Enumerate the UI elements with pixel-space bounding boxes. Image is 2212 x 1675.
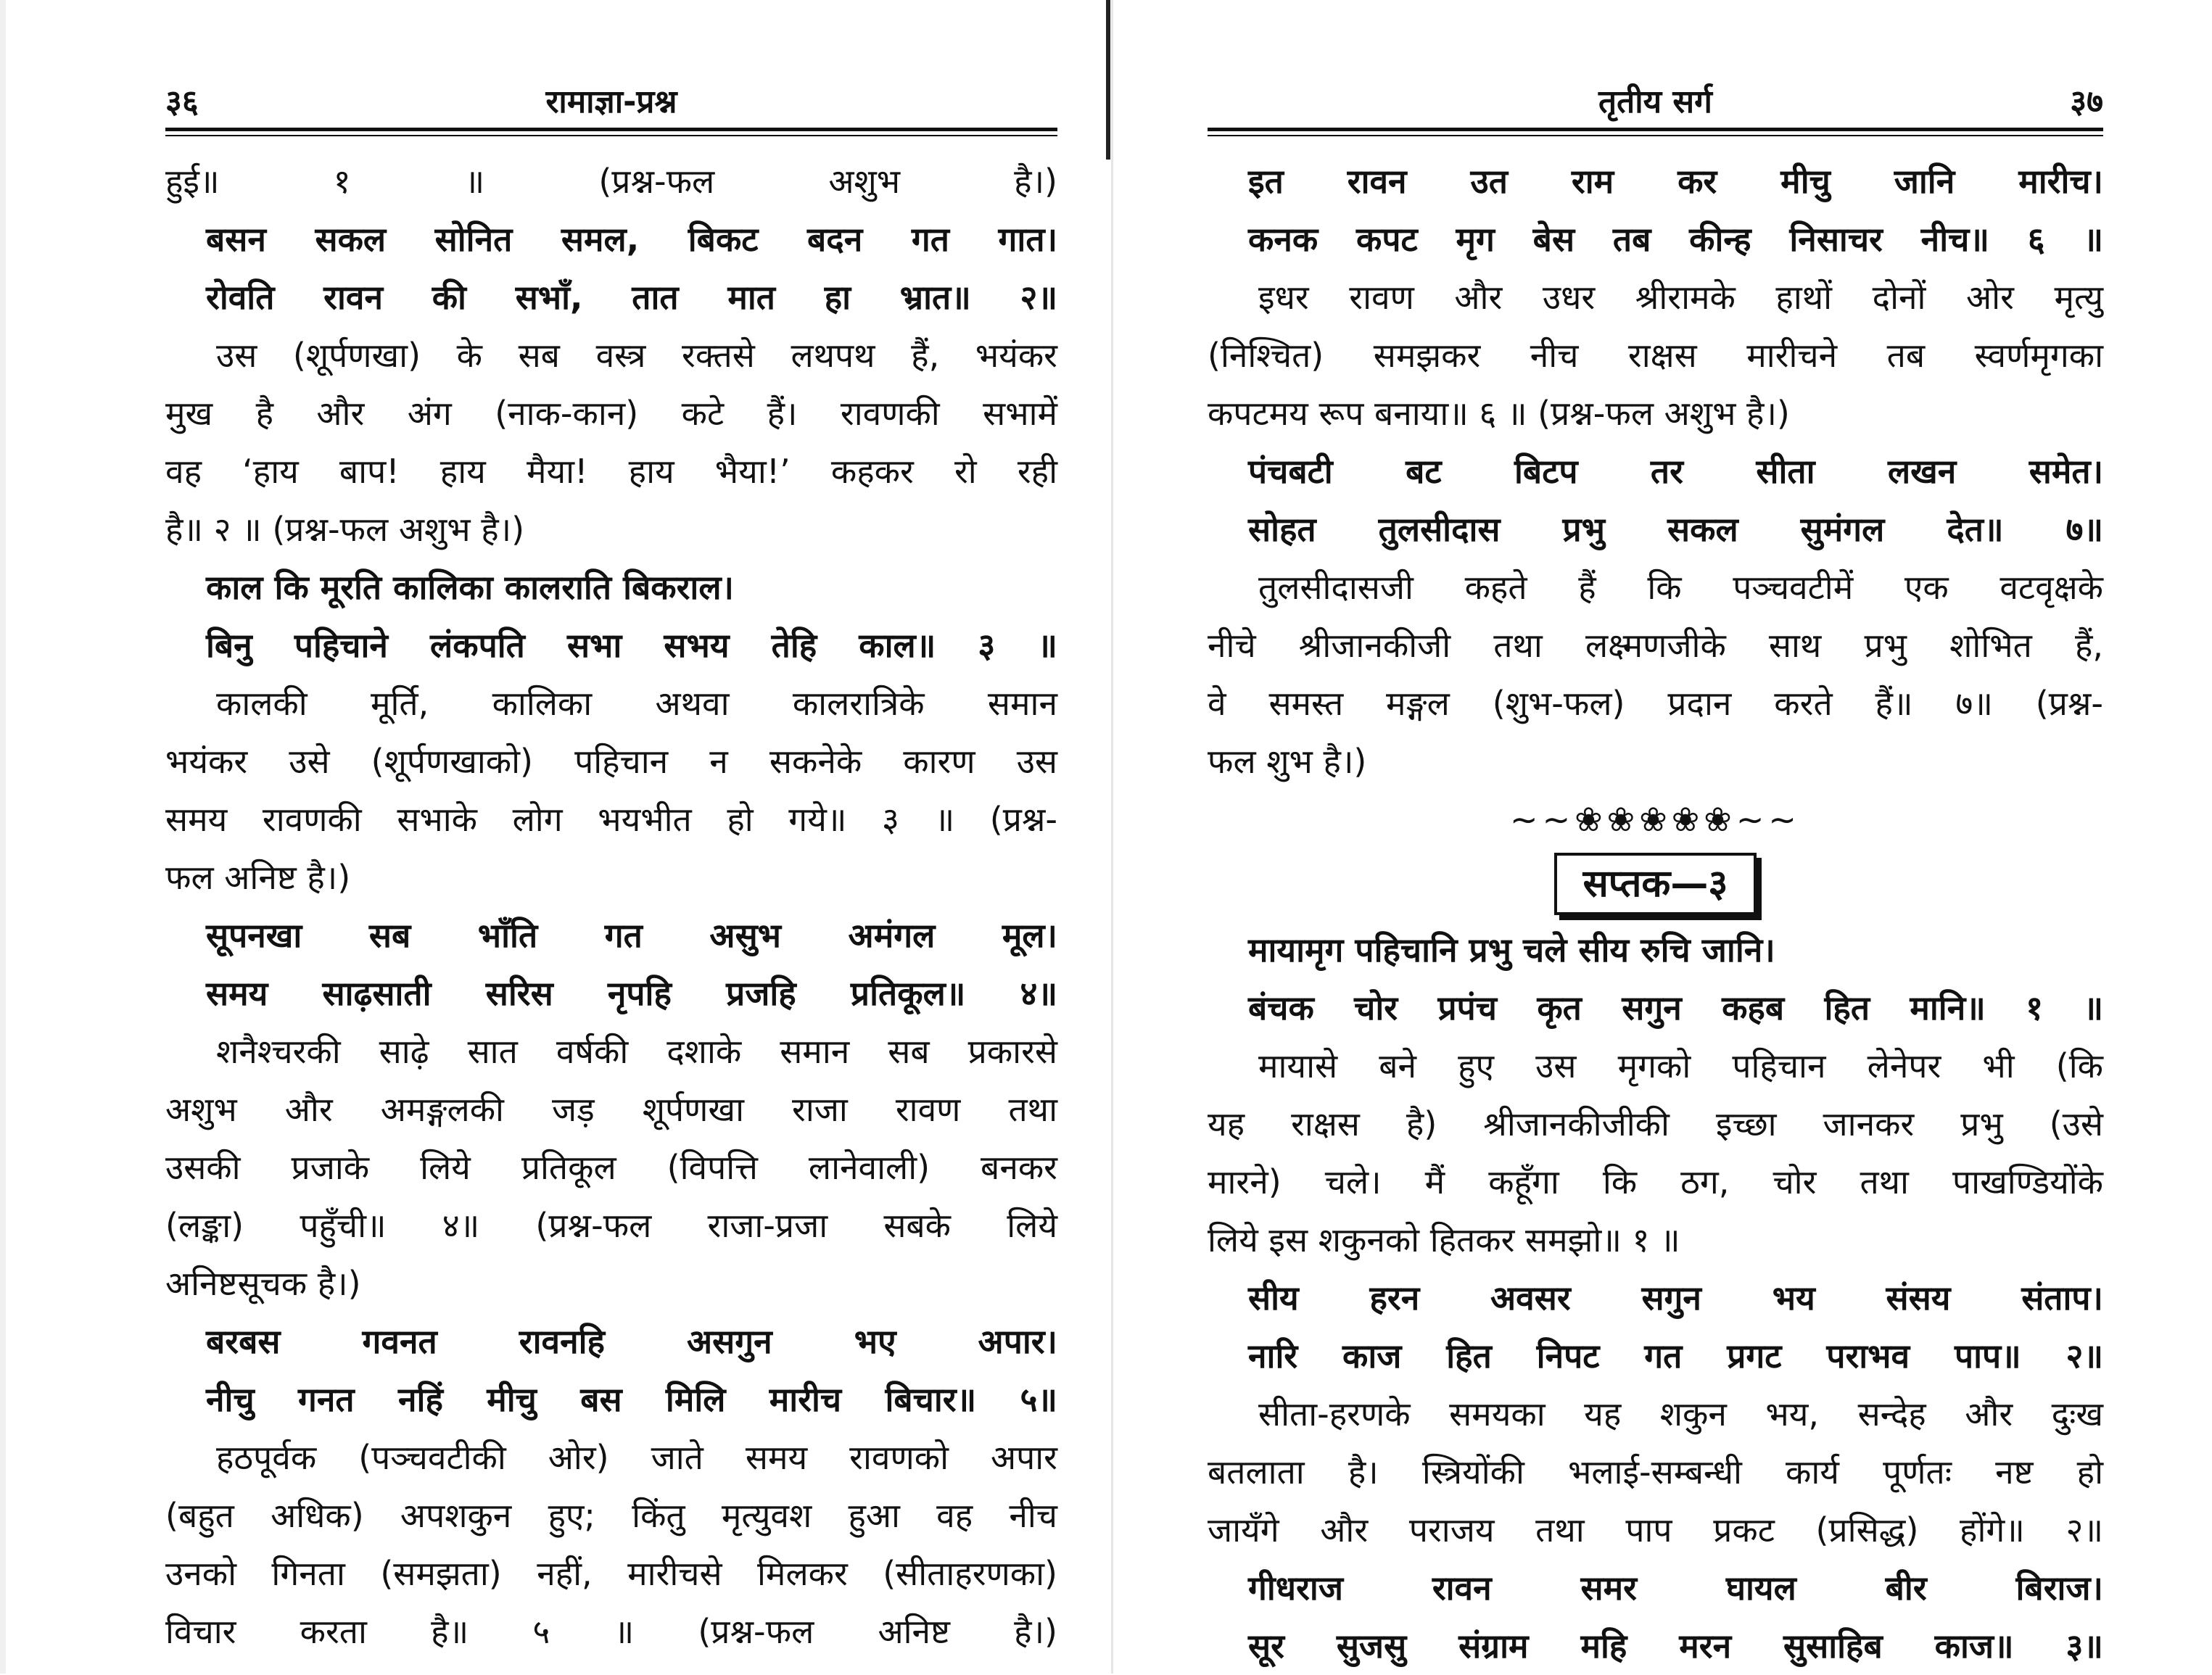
prose-line: मायासे बने हुए उस मृगको पहिचान लेनेपर भी (कि — [1258, 1046, 2103, 1085]
verse-line: नारि काज हित निपट गत प्रगट पराभव पाप॥ २॥ — [1248, 1336, 2103, 1376]
prose-line: कालकी मूर्ति, कालिका अथवा कालरात्रिके समान — [216, 684, 1057, 723]
running-title: तृतीय सर्ग — [1598, 83, 1712, 120]
prose-line: फल अनिष्ट है।) — [165, 858, 351, 897]
prose-line: जायँगे और पराजय तथा पाप प्रकट (प्रसिद्ध) होंगे॥ २॥ — [1208, 1510, 2103, 1550]
prose-line: यह राक्षस है) श्रीजानकीजीकी इच्छा जानकर प्रभु (उसे — [1208, 1104, 2103, 1143]
page-number: ३६ — [165, 83, 199, 120]
prose-line: उसकी प्रजाके लिये प्रतिकूल (विपत्ति लानेवाली) बनकर — [165, 1148, 1057, 1187]
prose-line: भयंकर उसे (शूर्पणखाको) पहिचान न सकनेके कारण उस — [165, 742, 1057, 781]
left-page-header — [165, 78, 1057, 122]
prose-line: उनको गिनता (समझता) नहीं, मारीचसे मिलकर (सीताहरणका) — [165, 1554, 1057, 1593]
prose-line: (लङ्का) पहुँची॥ ४॥ (प्रश्न-फल राजा-प्रजा सबके लिये — [165, 1206, 1057, 1245]
page-number: ३७ — [2070, 83, 2103, 120]
prose-line: विचार करता है॥ ५ ॥ (प्रश्न-फल अनिष्ट है।) — [165, 1612, 1057, 1651]
prose-line: मारने) चले। मैं कहूँगा कि ठग, चोर तथा पाखण्डियोंके — [1208, 1162, 2103, 1202]
verse-line: गीधराज रावन समर घायल बीर बिराज। — [1248, 1568, 2103, 1608]
prose-line: फल शुभ है।) — [1208, 742, 1367, 781]
header-rule — [165, 128, 1057, 131]
prose-line: तुलसीदासजी कहते हैं कि पञ्चवटीमें एक वटवृक्षके — [1258, 568, 2103, 607]
header-rule — [1208, 128, 2103, 131]
prose-line: है॥ २ ॥ (प्रश्न-फल अशुभ है।) — [165, 510, 525, 549]
left-page-body — [165, 152, 1057, 1660]
verse-line: बसन सकल सोनित समल, बिकट बदन गत गात। — [206, 220, 1057, 259]
prose-line: (बहुत अधिक) अपशकुन हुए; किंतु मृत्युवश हुआ वह नीच — [165, 1496, 1057, 1535]
prose-line: समय रावणकी सभाके लोग भयभीत हो गये॥ ३ ॥ (प्रश्न- — [165, 800, 1057, 839]
verse-line: रोवति रावन की सभाँ, तात मात हा भ्रात॥ २॥ — [206, 278, 1057, 317]
verse-line: सोहत तुलसीदास प्रभु सकल सुमंगल देत॥ ७॥ — [1248, 510, 2103, 549]
page-edge-shadow — [0, 0, 6, 1674]
right-page-header — [1208, 78, 2103, 122]
verse-line: मायामृग पहिचानि प्रभु चले सीय रुचि जानि। — [1248, 930, 1775, 969]
left-page — [165, 0, 1057, 1674]
book-gutter-mark — [1106, 0, 1110, 160]
verse-line: सीय हरन अवसर सगुन भय संसय संताप। — [1248, 1278, 2103, 1318]
verse-line: काल कि मूरति कालिका कालराति बिकराल। — [206, 568, 734, 607]
verse-line: बरबस गवनत रावनहि असगुन भए अपार। — [206, 1322, 1057, 1361]
verse-line: बिनु पहिचाने लंकपति सभा सभय तेहि काल॥ ३ ॥ — [206, 626, 1057, 665]
prose-line: वे समस्त मङ्गल (शुभ-फल) प्रदान करते हैं॥ ७॥ (प्रश्न- — [1208, 684, 2103, 723]
verse-line: इत रावन उत राम कर मीचु जानि मारीच। — [1248, 162, 2103, 201]
prose-line: वह ‘हाय बाप! हाय मैया! हाय भैया!’ कहकर रो रही — [165, 452, 1057, 491]
running-title: रामाज्ञा-प्रश्न — [545, 83, 677, 120]
prose-line: लिये इस शकुनको हितकर समझो॥ १ ॥ — [1208, 1220, 1680, 1260]
verse-line: पंचबटी बट बिटप तर सीता लखन समेत। — [1248, 452, 2103, 491]
right-page — [1208, 0, 2103, 1674]
right-page-body — [1208, 152, 2103, 1675]
prose-line: सीता-हरणके समयका यह शकुन भय, सन्देह और दुःख — [1258, 1394, 2103, 1434]
prose-line: मुख है और अंग (नाक-कान) कटे हैं। रावणकी सभामें — [165, 394, 1057, 433]
verse-line: सूपनखा सब भाँति गत असुभ अमंगल मूल। — [206, 916, 1057, 955]
prose-line: बतलाता है। स्त्रियोंकी भलाई-सम्बन्धी कार्य पूर्णतः नष्ट हो — [1208, 1452, 2103, 1492]
section-heading: सप्तक—३ — [1554, 853, 1757, 915]
prose-line: (निश्चित) समझकर नीच राक्षस मारीचने तब स्वर्णमृगका — [1208, 336, 2103, 375]
book-spine — [1111, 0, 1113, 1674]
header-rule-thin — [1208, 135, 2103, 136]
verse-line: कनक कपट मृग बेस तब कीन्ह निसाचर नीच॥ ६ ॥ — [1248, 220, 2103, 259]
prose-line: इधर रावण और उधर श्रीरामके हाथों दोनों ओर मृत्यु — [1258, 278, 2103, 317]
prose-line: उस (शूर्पणखा) के सब वस्त्र रक्तसे लथपथ हैं, भयंकर — [216, 336, 1057, 375]
prose-line: हुई॥ १ ॥ (प्रश्न-फल अशुभ है।) — [165, 162, 1057, 201]
prose-line: कपटमय रूप बनाया॥ ६ ॥ (प्रश्न-फल अशुभ है।) — [1208, 394, 1790, 433]
header-rule-thin — [165, 135, 1057, 136]
prose-line: अशुभ और अमङ्गलकी जड़ शूर्पणखा राजा रावण तथा — [165, 1090, 1057, 1129]
section-heading-wrap — [1208, 848, 2103, 921]
prose-line: हठपूर्वक (पञ्चवटीकी ओर) जाते समय रावणको अपार — [216, 1438, 1057, 1477]
verse-line: नीचु गनत नहिं मीचु बस मिलि मारीच बिचार॥ ५॥ — [206, 1380, 1057, 1419]
verse-line: समय साढ़साती सरिस नृपहि प्रजहि प्रतिकूल॥ ४॥ — [206, 974, 1057, 1013]
prose-line: शनैश्चरकी साढ़े सात वर्षकी दशाके समान सब प्रकारसे — [216, 1032, 1057, 1071]
verse-line: बंचक चोर प्रपंच कृत सगुन कहब हित मानि॥ १ ॥ — [1248, 988, 2103, 1027]
prose-line: नीचे श्रीजानकीजी तथा लक्ष्मणजीके साथ प्रभु शोभित हैं, — [1208, 626, 2103, 665]
section-ornament: ~~❀❀❀❀❀~~ — [1510, 800, 1801, 839]
prose-line: अनिष्टसूचक है।) — [165, 1264, 361, 1303]
verse-line: सूर सुजसु संग्राम महि मरन सुसाहिब काज॥ ३॥ — [1248, 1626, 2103, 1666]
